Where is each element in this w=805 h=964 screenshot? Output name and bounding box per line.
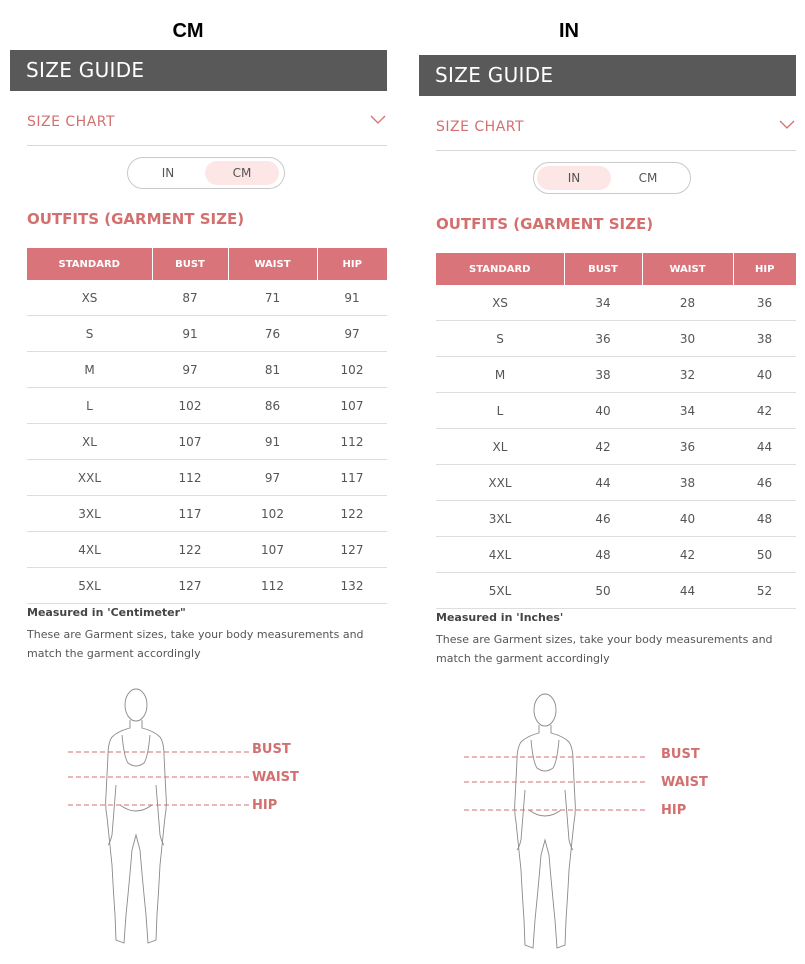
figure-label-hip: HIP — [252, 798, 278, 813]
table-cell: 5XL — [436, 573, 564, 609]
table-cell: 107 — [152, 424, 228, 460]
table-cell: 50 — [564, 573, 642, 609]
table-cell: 127 — [152, 568, 228, 604]
body-outline-icon — [459, 690, 659, 960]
table-cell: 48 — [564, 537, 642, 573]
measured-unit-note: Measured in 'Inches' — [436, 611, 564, 624]
size-chart-accordion[interactable] — [436, 111, 796, 151]
table-cell: 38 — [564, 357, 642, 393]
table-row — [436, 357, 796, 393]
table-cell: 42 — [733, 393, 796, 429]
table-cell: 107 — [317, 388, 387, 424]
table-cell: 122 — [152, 532, 228, 568]
unit-option-in[interactable]: IN — [161, 166, 175, 180]
table-row — [436, 537, 796, 573]
figure-label-bust: BUST — [252, 742, 291, 757]
table-cell: 91 — [152, 316, 228, 352]
table-row — [436, 573, 796, 609]
table-cell: 44 — [642, 573, 733, 609]
body-outline-icon — [50, 685, 250, 955]
table-cell: 97 — [317, 316, 387, 352]
size-guide-panel-in — [419, 0, 799, 952]
table-row — [27, 460, 387, 496]
figure-label-waist: WAIST — [661, 775, 708, 790]
unit-option-cm[interactable]: CM — [205, 161, 279, 185]
table-row — [436, 501, 796, 537]
table-cell: 71 — [228, 280, 317, 316]
table-cell: 44 — [564, 465, 642, 501]
table-cell: 46 — [733, 465, 796, 501]
table-cell: XXL — [27, 460, 152, 496]
figure-label-waist: WAIST — [252, 770, 299, 785]
size-chart-accordion[interactable] — [27, 106, 387, 146]
size-chart-label: SIZE CHART — [27, 114, 116, 130]
size-guide-header: SIZE GUIDE — [10, 50, 387, 91]
table-row — [27, 352, 387, 388]
table-cell: S — [436, 321, 564, 357]
size-table — [436, 253, 796, 609]
table-row — [436, 465, 796, 501]
table-cell: 42 — [642, 537, 733, 573]
table-cell: 34 — [564, 285, 642, 321]
table-cell: L — [27, 388, 152, 424]
table-cell: 107 — [228, 532, 317, 568]
table-cell: 42 — [564, 429, 642, 465]
column-header-hip: HIP — [733, 253, 796, 285]
table-cell: 36 — [564, 321, 642, 357]
unit-toggle[interactable] — [127, 157, 285, 189]
body-figure — [459, 690, 789, 960]
table-cell: 122 — [317, 496, 387, 532]
unit-caption: IN — [559, 20, 579, 42]
table-cell: 4XL — [436, 537, 564, 573]
table-cell: M — [27, 352, 152, 388]
table-cell: 46 — [564, 501, 642, 537]
table-cell: 112 — [152, 460, 228, 496]
table-cell: 86 — [228, 388, 317, 424]
table-cell: 38 — [733, 321, 796, 357]
table-row — [27, 388, 387, 424]
table-cell: 87 — [152, 280, 228, 316]
table-cell: 38 — [642, 465, 733, 501]
column-header-waist: WAIST — [642, 253, 733, 285]
size-guide-panel-cm — [10, 0, 390, 952]
table-cell: 52 — [733, 573, 796, 609]
table-cell: 112 — [317, 424, 387, 460]
table-cell: XXL — [436, 465, 564, 501]
table-row — [27, 532, 387, 568]
table-cell: 102 — [152, 388, 228, 424]
table-cell: 4XL — [27, 532, 152, 568]
column-header-bust: BUST — [152, 248, 228, 280]
size-guide-header: SIZE GUIDE — [419, 55, 796, 96]
column-header-standard: STANDARD — [436, 253, 564, 285]
table-row — [436, 429, 796, 465]
table-cell: 81 — [228, 352, 317, 388]
table-cell: 36 — [733, 285, 796, 321]
table-cell: 3XL — [27, 496, 152, 532]
column-header-hip: HIP — [317, 248, 387, 280]
table-row — [27, 424, 387, 460]
table-row — [436, 393, 796, 429]
table-row — [27, 316, 387, 352]
table-cell: 91 — [317, 280, 387, 316]
table-cell: 40 — [733, 357, 796, 393]
table-cell: XL — [436, 429, 564, 465]
unit-option-in[interactable]: IN — [537, 166, 611, 190]
table-row — [27, 280, 387, 316]
table-cell: 36 — [642, 429, 733, 465]
table-cell: 97 — [152, 352, 228, 388]
table-cell: 40 — [564, 393, 642, 429]
section-title: OUTFITS (GARMENT SIZE) — [436, 215, 654, 233]
garment-size-note: These are Garment sizes, take your body measurements and match the garment accordingly — [27, 628, 364, 660]
table-cell: 5XL — [27, 568, 152, 604]
table-cell: 97 — [228, 460, 317, 496]
table-cell: 34 — [642, 393, 733, 429]
table-cell: 3XL — [436, 501, 564, 537]
size-chart-label: SIZE CHART — [436, 119, 525, 135]
column-header-waist: WAIST — [228, 248, 317, 280]
table-cell: 76 — [228, 316, 317, 352]
table-cell: 132 — [317, 568, 387, 604]
table-row — [27, 568, 387, 604]
table-cell: XS — [27, 280, 152, 316]
unit-toggle[interactable] — [533, 162, 691, 194]
table-cell: 50 — [733, 537, 796, 573]
table-cell: 30 — [642, 321, 733, 357]
table-cell: XL — [27, 424, 152, 460]
table-cell: 112 — [228, 568, 317, 604]
table-cell: 102 — [228, 496, 317, 532]
chevron-down-icon[interactable] — [778, 117, 796, 131]
table-cell: S — [27, 316, 152, 352]
table-cell: L — [436, 393, 564, 429]
table-cell: 91 — [228, 424, 317, 460]
garment-size-note: These are Garment sizes, take your body measurements and match the garment accordingly — [436, 633, 773, 665]
section-title: OUTFITS (GARMENT SIZE) — [27, 210, 245, 228]
size-table — [27, 248, 387, 604]
column-header-bust: BUST — [564, 253, 642, 285]
table-cell: 127 — [317, 532, 387, 568]
chevron-down-icon[interactable] — [369, 112, 387, 126]
unit-option-cm[interactable]: CM — [638, 171, 658, 185]
figure-label-bust: BUST — [661, 747, 700, 762]
table-cell: 40 — [642, 501, 733, 537]
body-figure — [50, 685, 380, 955]
table-cell: 28 — [642, 285, 733, 321]
column-header-standard: STANDARD — [27, 248, 152, 280]
table-cell: 117 — [317, 460, 387, 496]
figure-label-hip: HIP — [661, 803, 687, 818]
table-cell: 32 — [642, 357, 733, 393]
table-cell: 102 — [317, 352, 387, 388]
table-row — [436, 285, 796, 321]
table-cell: M — [436, 357, 564, 393]
unit-caption: CM — [172, 20, 204, 42]
table-row — [27, 496, 387, 532]
table-cell: 48 — [733, 501, 796, 537]
table-cell: XS — [436, 285, 564, 321]
measured-unit-note: Measured in 'Centimeter" — [27, 606, 186, 619]
table-row — [436, 321, 796, 357]
table-cell: 44 — [733, 429, 796, 465]
table-cell: 117 — [152, 496, 228, 532]
